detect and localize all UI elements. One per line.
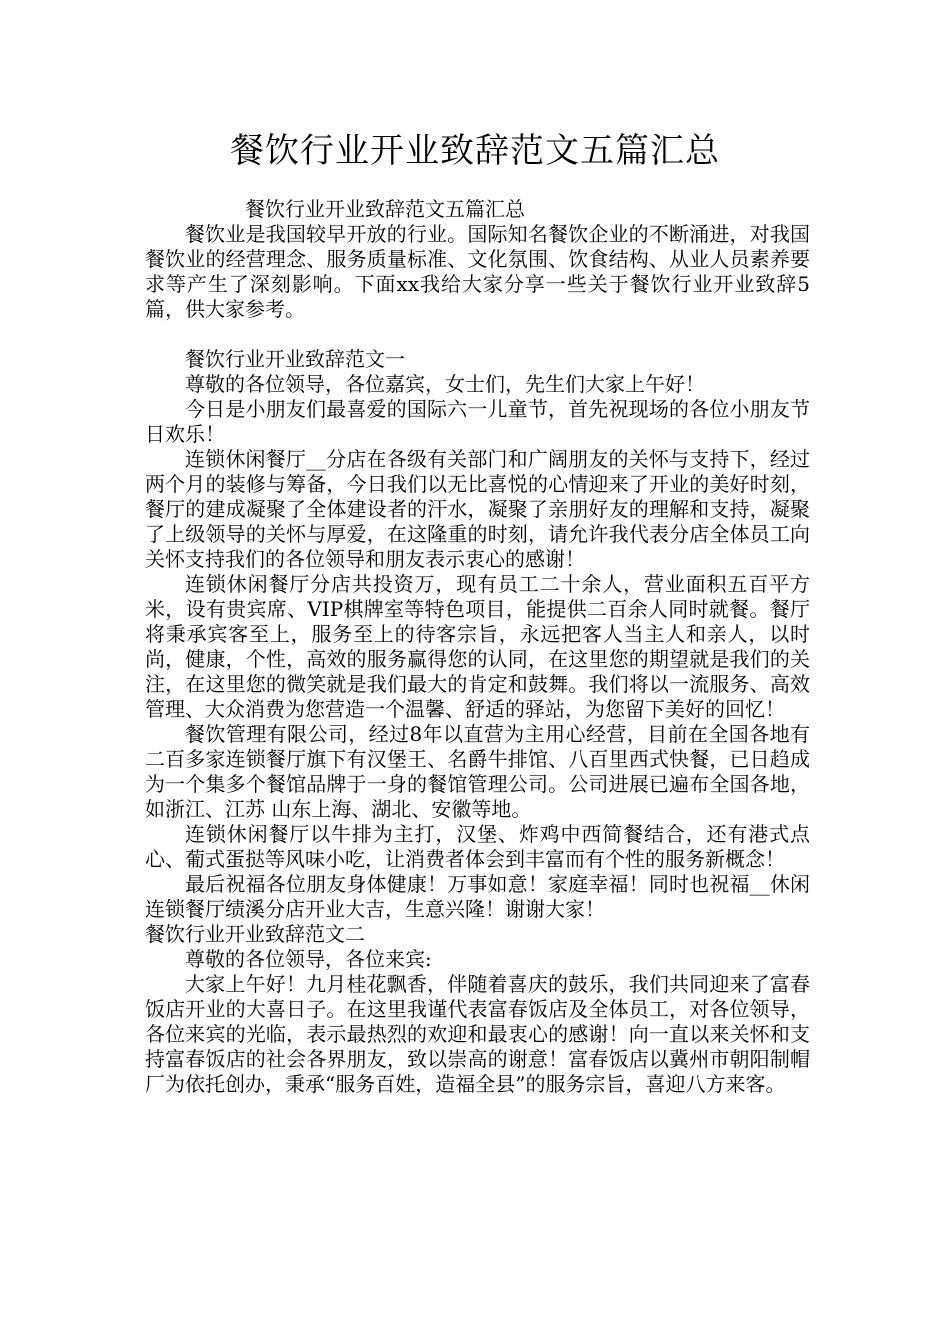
- section-paragraph: 连锁休闲餐厅分店共投资万，现有员工二十余人，营业面积五百平方米，设有贵宾席、VIP棋牌室等特色项目，能提供二百余人同时就餐。餐厅将秉承宾客至上，服务至上的待客宗旨，永远把客人当主人和亲人，以时尚，健康，个性，高效的服务赢得您的认同，在这里您的期望就是我们的关注，在这里您的微笑就是我们最大的肯定和鼓舞。我们将以一流服务、高效管理、大众消费为您营造一个温馨、舒适的驿站，为您留下美好的回忆！: [145, 572, 810, 721]
- section-paragraph: 尊敬的各位领导，各位来宾:: [185, 947, 432, 971]
- section-paragraph: 最后祝福各位朋友身体健康！万事如意！家庭幸福！同时也祝福__休闲连锁餐厅绩溪分店开业大吉，生意兴隆！谢谢大家！: [145, 872, 810, 921]
- section-paragraph: 连锁休闲餐厅以牛排为主打，汉堡、炸鸡中西简餐结合，还有港式点心、葡式蛋挞等风味小吃，让消费者体会到丰富而有个性的服务新概念！: [145, 822, 810, 871]
- section-paragraph: 餐饮管理有限公司，经过8年以直营为主用心经营，目前在全国各地有二百多家连锁餐厅旗下有汉堡王、名爵牛排馆、八百里西式快餐，已日趋成为一个集多个餐馆品牌于一身的餐馆管理公司。公司进展已遍布全国各地，如浙江、江苏 山东上海、湖北、安徽等地。: [145, 722, 810, 821]
- section-paragraph: 大家上午好！九月桂花飘香，伴随着喜庆的鼓乐，我们共同迎来了富春饭店开业的大喜日子。在这里我谨代表富春饭店及全体员工，对各位领导，各位来宾的光临，表示最热烈的欢迎和最衷心的感谢！向一直以来关怀和支持富春饭店的社会各界朋友，致以崇高的谢意！富春饭店以冀州市朝阳制帽厂为依托创办，秉承“服务百姓，造福全县”的服务宗旨，喜迎八方来客。: [145, 972, 810, 1096]
- paragraph-gap: [145, 322, 810, 347]
- section-paragraph: 今日是小朋友们最喜爱的国际六一儿童节，首先祝现场的各位小朋友节日欢乐！: [145, 397, 810, 446]
- document-title: 餐饮行业开业致辞范文五篇汇总: [230, 131, 720, 171]
- section-paragraph: 连锁休闲餐厅__分店在各级有关部门和广阔朋友的关怀与支持下，经过两个月的装修与筹备，今日我们以无比喜悦的心情迎来了开业的美好时刻，餐厅的建成凝聚了全体建设者的汗水，凝聚了亲朋好友的理解和支持，凝聚了上级领导的关怀与厚爱，在这隆重的时刻，请允许我代表分店全体员工向关怀支持我们的各位领导和朋友表示衷心的感谢！: [145, 447, 810, 571]
- section-heading: 餐饮行业开业致辞范文二: [145, 922, 365, 946]
- intro-paragraph: 餐饮业是我国较早开放的行业。国际知名餐饮企业的不断涌进，对我国餐饮业的经营理念、服务质量标准、文化氛围、饮食结构、从业人员素养要求等产生了深刻影响。下面xx我给大家分享一些关于餐饮行业开业致辞5篇，供大家参考。: [145, 222, 810, 321]
- section-paragraph: 尊敬的各位领导，各位嘉宾，女士们，先生们大家上午好！: [185, 372, 705, 396]
- document-subtitle: 餐饮行业开业致辞范文五篇汇总: [245, 197, 525, 221]
- section-heading: 餐饮行业开业致辞范文一: [185, 347, 405, 371]
- document-body: [145, 197, 810, 1097]
